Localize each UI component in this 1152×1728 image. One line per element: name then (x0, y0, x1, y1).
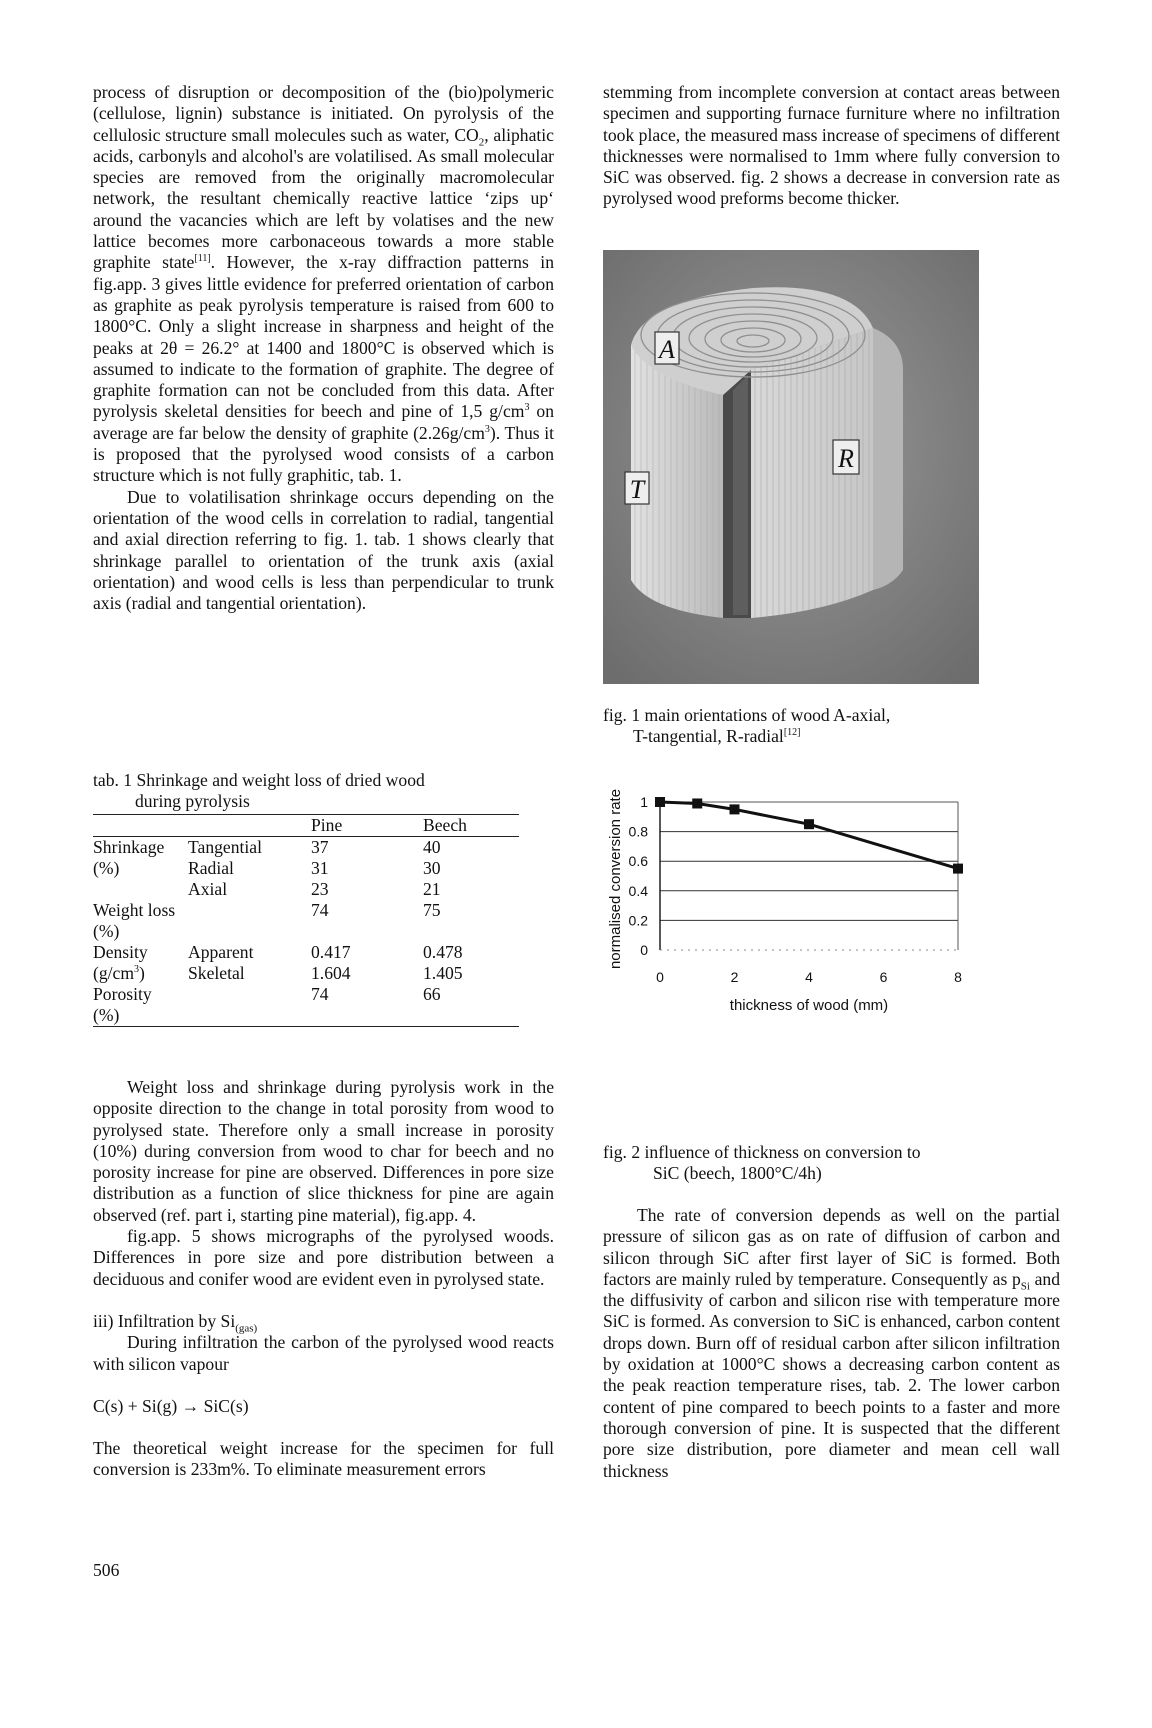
reaction-equation: C(s) + Si(g) → SiC(s) (93, 1395, 249, 1416)
series-line (660, 802, 958, 869)
paragraph-weight-increase: The theoretical weight increase for the specimen for full conversion is 233m%. To eliminate measurement errors (93, 1438, 554, 1480)
paragraph-normalisation: stemming from incomplete conversion at contact areas between specimen and supporting furnace furniture where no infiltration took place, the measured mass increase of specimens of different thicknesses were normalised to 1mm where fully conversion to SiC was observed. fig. 2 shows a decrease in conversion rate as pyrolysed wood preforms become thicker. (603, 82, 1060, 209)
y-tick-labels (629, 794, 649, 958)
table-row: Axial 23 21 (188, 879, 441, 899)
paragraph-porosity: Weight loss and shrinkage during pyrolysis work in the opposite direction to the change in total porosity from wood to pyrolysed state. Therefore only a small increase in porosity (10%) during conversion from wood to char for beech and no porosity increase for pine are observed. Differences in pore size distribution as a function of slice thickness for pine are again observed (ref. part i, starting pine material), fig.app. 4. (93, 1077, 554, 1225)
wood-photo (603, 250, 979, 684)
y-tick-label: 0.2 (628, 912, 648, 929)
left-column (93, 82, 554, 614)
figure2-caption: fig. 2 influence of thickness on conversion to SiC (beech, 1800°C/4h) (603, 1142, 921, 1184)
shrinkage-table (93, 814, 519, 1027)
data-point (730, 804, 740, 814)
y-tick-label: 0.6 (628, 853, 648, 870)
left-column-lower (93, 1077, 554, 1481)
y-tick-label: 0.8 (628, 823, 648, 840)
x-tick-label: 0 (656, 969, 664, 985)
table-header-row: Pine Beech (93, 815, 519, 837)
y-axis-label: normalised conversion rate (607, 788, 624, 970)
chart-series (655, 797, 963, 874)
label-axial: A (659, 335, 675, 364)
paragraph-micrographs: fig.app. 5 shows micrographs of the pyrolysed woods. Differences in pore size and pore distribution between a deciduous and conifer wood are evident even in pyrolysed state. (93, 1226, 554, 1289)
x-tick-label: 8 (954, 969, 962, 985)
y-tick-label: 1 (640, 794, 648, 810)
x-axis-label: thickness of wood (mm) (729, 997, 889, 1014)
paragraph-conversion-rate: The rate of conversion depends as well on the partial pressure of silicon gas as on rate of diffusion of carbon and silicon through SiC after first layer of SiC is formed. Both factors are mainly ruled by temperature. Consequently as $p_{Si}$ and the diffusivity of carbon and silicon rise with temperature more SiC is formed. As conversion to SiC is enhanced, carbon content drops down. Burn off of residual carbon after silicon infiltration by oxidation at 1000°C shows a decreasing carbon content as the peak reaction temperature rises, tab. 2. The lower carbon content of pine compared to beech points to a faster and more thorough conversion of pine. It is suspected that the different pore size distribution, pore diameter and mean cell wall thickness (603, 1205, 1060, 1481)
conversion-rate-chart (596, 788, 1066, 1118)
section-heading: iii) Infiltration by $Si_{(gas)}$ (93, 1310, 258, 1335)
data-point (655, 797, 665, 807)
right-column (603, 82, 1060, 210)
data-point (953, 864, 963, 874)
wood-log-illustration (603, 250, 979, 684)
table-row: Density Apparent 0.417 0.478 (93, 942, 463, 962)
x-tick-label: 2 (730, 969, 739, 985)
table-row: (%) Radial 31 30 (93, 858, 441, 878)
paragraph-shrinkage: Due to volatilisation shrinkage occurs depending on the orientation of the wood cells in correlation to radial, tangential and axial direction referring to fig. 1. tab. 1 shows clearly that shrinkage parallel to orientation of the trunk axis (axial orientation) and wood cells is less than perpendicular to trunk axis (radial and tangential orientation). (93, 486, 554, 614)
paragraph-infiltration: During infiltration the carbon of the pyrolysed wood reacts with silicon vapour (93, 1332, 554, 1374)
table-row: (%) (93, 1005, 519, 1027)
table-caption: tab. 1 Shrinkage and weight loss of dried wood during pyrolysis (93, 770, 425, 811)
y-tick-label: 0 (640, 942, 648, 958)
page-number: 506 (93, 1560, 120, 1580)
label-radial: R (838, 444, 854, 473)
table-row: $(g/cm^3)$ Skeletal 1.604 1.405 (93, 963, 463, 983)
data-point (804, 819, 814, 829)
label-tangential: T (629, 475, 645, 504)
right-column-lower (603, 1205, 1060, 1482)
table-row: Porosity 74 66 (93, 984, 441, 1004)
x-tick-labels (656, 969, 962, 985)
figure1-caption: fig. 1 main orientations of wood A-axial, T-tangential, R-radial[12] (603, 705, 891, 747)
x-tick-label: 4 (805, 969, 813, 985)
table-row: Weight loss 74 75 (93, 900, 441, 920)
table-row: (%) (93, 921, 120, 941)
table-row: Shrinkage Tangential 37 40 (93, 837, 441, 857)
data-point (692, 798, 702, 808)
paragraph-pyrolysis: process of disruption or decomposition of the (bio)polymeric (cellulose, lignin) substance is initiated. On pyrolysis of the cellulosic structure small molecules such as water, $CO_2$, aliphatic acids, carbonyls and alcohol's are volatilised. As small molecular species are removed from the originally macromolecular network, the resultant chemically reactive lattice ‘zips up‘ around the vacancies which are left by volatises and the new lattice becomes more carbonaceous towards a more stable graphite state[11]. However, the x-ray diffraction patterns in fig.app. 3 gives little evidence for preferred orientation of carbon as graphite as peak pyrolysis temperature is raised from 600 to 1800°C. Only a slight increase in sharpness and height of the peaks at 2θ = 26.2° at 1400 and 1800°C is observed which is assumed to indicate to the formation of graphite. The degree of graphite formation can not be concluded from this data. After pyrolysis skeletal densities for beech and pine of 1,5 $g/cm^3$ on average are far below the density of graphite $(2.26g/cm^3)$. Thus it is proposed that the pyrolysed wood consists of a carbon structure which is not fully graphitic, tab. 1. (93, 82, 554, 486)
y-tick-label: 0.4 (628, 882, 648, 899)
x-tick-label: 6 (879, 969, 888, 985)
